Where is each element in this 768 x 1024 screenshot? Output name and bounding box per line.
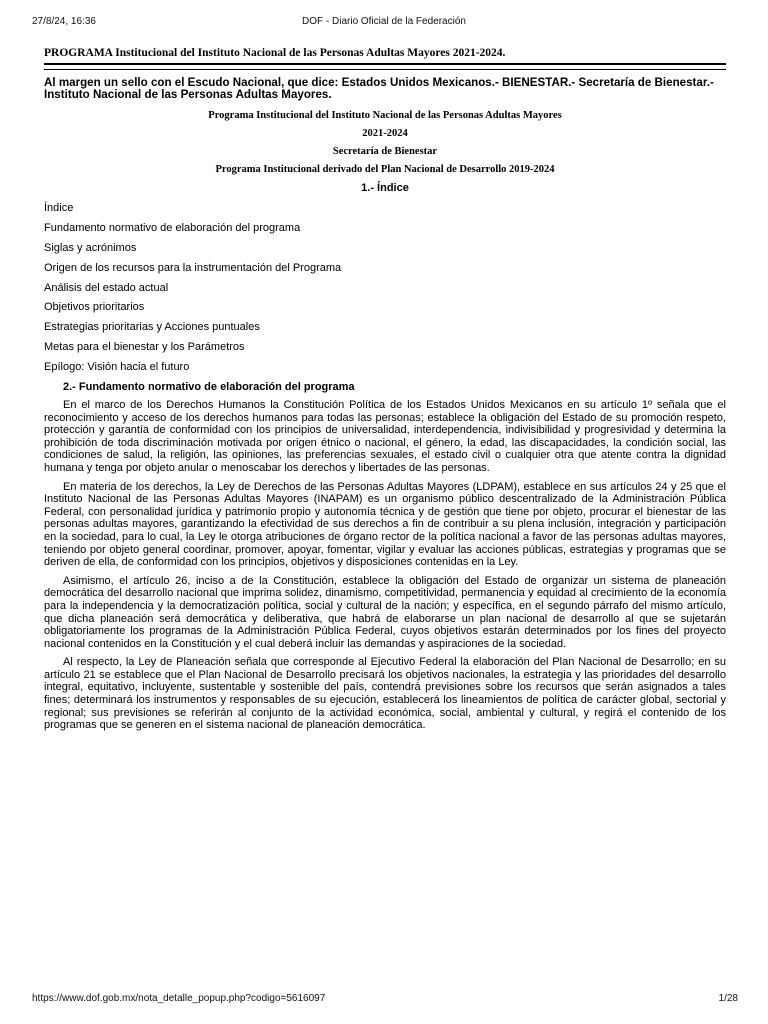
heading-rule-thin (44, 69, 726, 70)
paragraph: En el marco de los Derechos Humanos la Constitución Política de los Estados Unidos Mexicanos en su artículo 1º señala que el reconocimiento y acceso de los derechos humanos para todas las personas; establece la obligación del Estado de su promoción respeto, protección y garantía de conformidad con los principios de universalidad, interdependencia, indivisibilidad y progresividad y determina la prohibición de toda discriminación motivada por origen étnico o nacional, el género, la edad, las discapacidades, la condición social, las condiciones de salud, la religión, las opiniones, las preferencias sexuales, el estado civil o cualquier otra que atente contra la dignidad humana y tenga por objeto anular o menoscabar los derechos y libertades de las personas. (44, 399, 726, 474)
print-page-title: DOF - Diario Oficial de la Federación (302, 16, 466, 27)
section-2-title: 2.- Fundamento normativo de elaboración del programa (63, 381, 355, 394)
index-item: Epílogo: Visión hacia el futuro (44, 361, 190, 374)
print-header (0, 0, 768, 40)
index-item: Análisis del estado actual (44, 281, 169, 294)
secretariat-name: Secretaría de Bienestar (332, 146, 438, 157)
paragraph: Al respecto, la Ley de Planeación señala que corresponde al Ejecutivo Federal la elaboración del Plan Nacional de Desarrollo; en su artículo 21 se establece que el Plan Nacional de Desarrollo precisará los objetivos nacionales, la estrategia y las prioridades del desarrollo integral, equitativo, incluyente, sustentable y sostenible del país, contendrá previsiones sobre los recursos que serán asignados a tales fines; determinará los instrumentos y responsables de su ejecución, establecerá los lineamientos de política de carácter global, sectorial y regional; sus previsiones se referirán al conjunto de la actividad económica, social, ambiental y cultural, y regirá el contenido de los programas que se generen en el sistema nacional de planeación democrática. (44, 656, 726, 732)
index-title: 1.- Índice (361, 182, 409, 194)
document-body (44, 46, 726, 738)
index-item: Origen de los recursos para la instrumentación del Programa (44, 261, 342, 274)
paragraph: En materia de los derechos, la Ley de Derechos de las Personas Adultas Mayores (LDPAM), establece en sus artículos 24 y 25 que el Instituto Nacional de las Personas Adultas Mayores (INAPAM) es un organismo público descentralizado de la Administración Pública Federal, con personalidad jurídica y patrimonio propio y autonomía técnica y de gestión que tiene por objeto, procurar el bienestar de las personas adultas mayores, garantizando la efectividad de sus derechos a fin de contribuir a su plena inclusión, integración y participación en la sociedad, para lo cual, la Ley le otorga atribuciones de órgano rector de la política nacional a favor de las personas adultas mayores, teniendo por objeto general coordinar, promover, apoyar, fomentar, vigilar y evaluar las acciones públicas, estrategias y programas que se deriven de ella, de conformidad con los principios, objetivos y disposiciones contenidas en la Ley. (44, 480, 726, 569)
index-list (44, 202, 726, 373)
heading-rule (44, 63, 726, 65)
index-item: Fundamento normativo de elaboración del programa (44, 221, 301, 234)
print-page-number: 1/28 (718, 993, 738, 1004)
derived-from-line: Programa Institucional derivado del Plan Nacional de Desarrollo 2019-2024 (215, 164, 555, 175)
print-url: https://www.dof.gob.mx/nota_detalle_popup.php?codigo=5616097 (32, 993, 326, 1004)
margin-note: Al margen un sello con el Escudo Nacional, que dice: Estados Unidos Mexicanos.- BIENESTAR.- Secretaría de Bienestar.- Instituto Nacional de las Personas Adultas Mayores. (44, 76, 714, 101)
index-item: Objetivos prioritarios (44, 301, 145, 314)
index-item: Índice (44, 202, 74, 214)
program-title: Programa Institucional del Instituto Nacional de las Personas Adultas Mayores (208, 110, 562, 121)
print-datetime: 27/8/24, 16:36 (32, 16, 96, 27)
index-item: Metas para el bienestar y los Parámetros (44, 341, 245, 354)
document-heading: PROGRAMA Institucional del Instituto Nacional de las Personas Adultas Mayores 2021-2024. (44, 47, 506, 59)
print-footer (0, 993, 768, 1013)
index-item: Siglas y acrónimos (44, 241, 137, 254)
index-item: Estrategias prioritarias y Acciones puntuales (44, 321, 260, 334)
paragraph: Asimismo, el artículo 26, inciso a de la Constitución, establece la obligación del Estado de organizar un sistema de planeación democrática del desarrollo nacional que imprima solidez, dinamismo, competitividad, permanencia y equidad al crecimiento de la economía para la independencia y la democratización política, social y cultural de la nación; y específica, en el segundo párrafo del mismo artículo, que dicha planeación será democrática y deliberativa, que habrá de elaborarse un plan nacional de desarrollo al que se sujetarán obligatoriamente los programas de la Administración Pública Federal, cuyos objetivos estarán determinados por los fines del proyecto nacional contenidos en la Constitución y el cual deberá incluir las demandas y aspiraciones de la sociedad. (44, 574, 726, 650)
program-period: 2021-2024 (362, 128, 408, 139)
